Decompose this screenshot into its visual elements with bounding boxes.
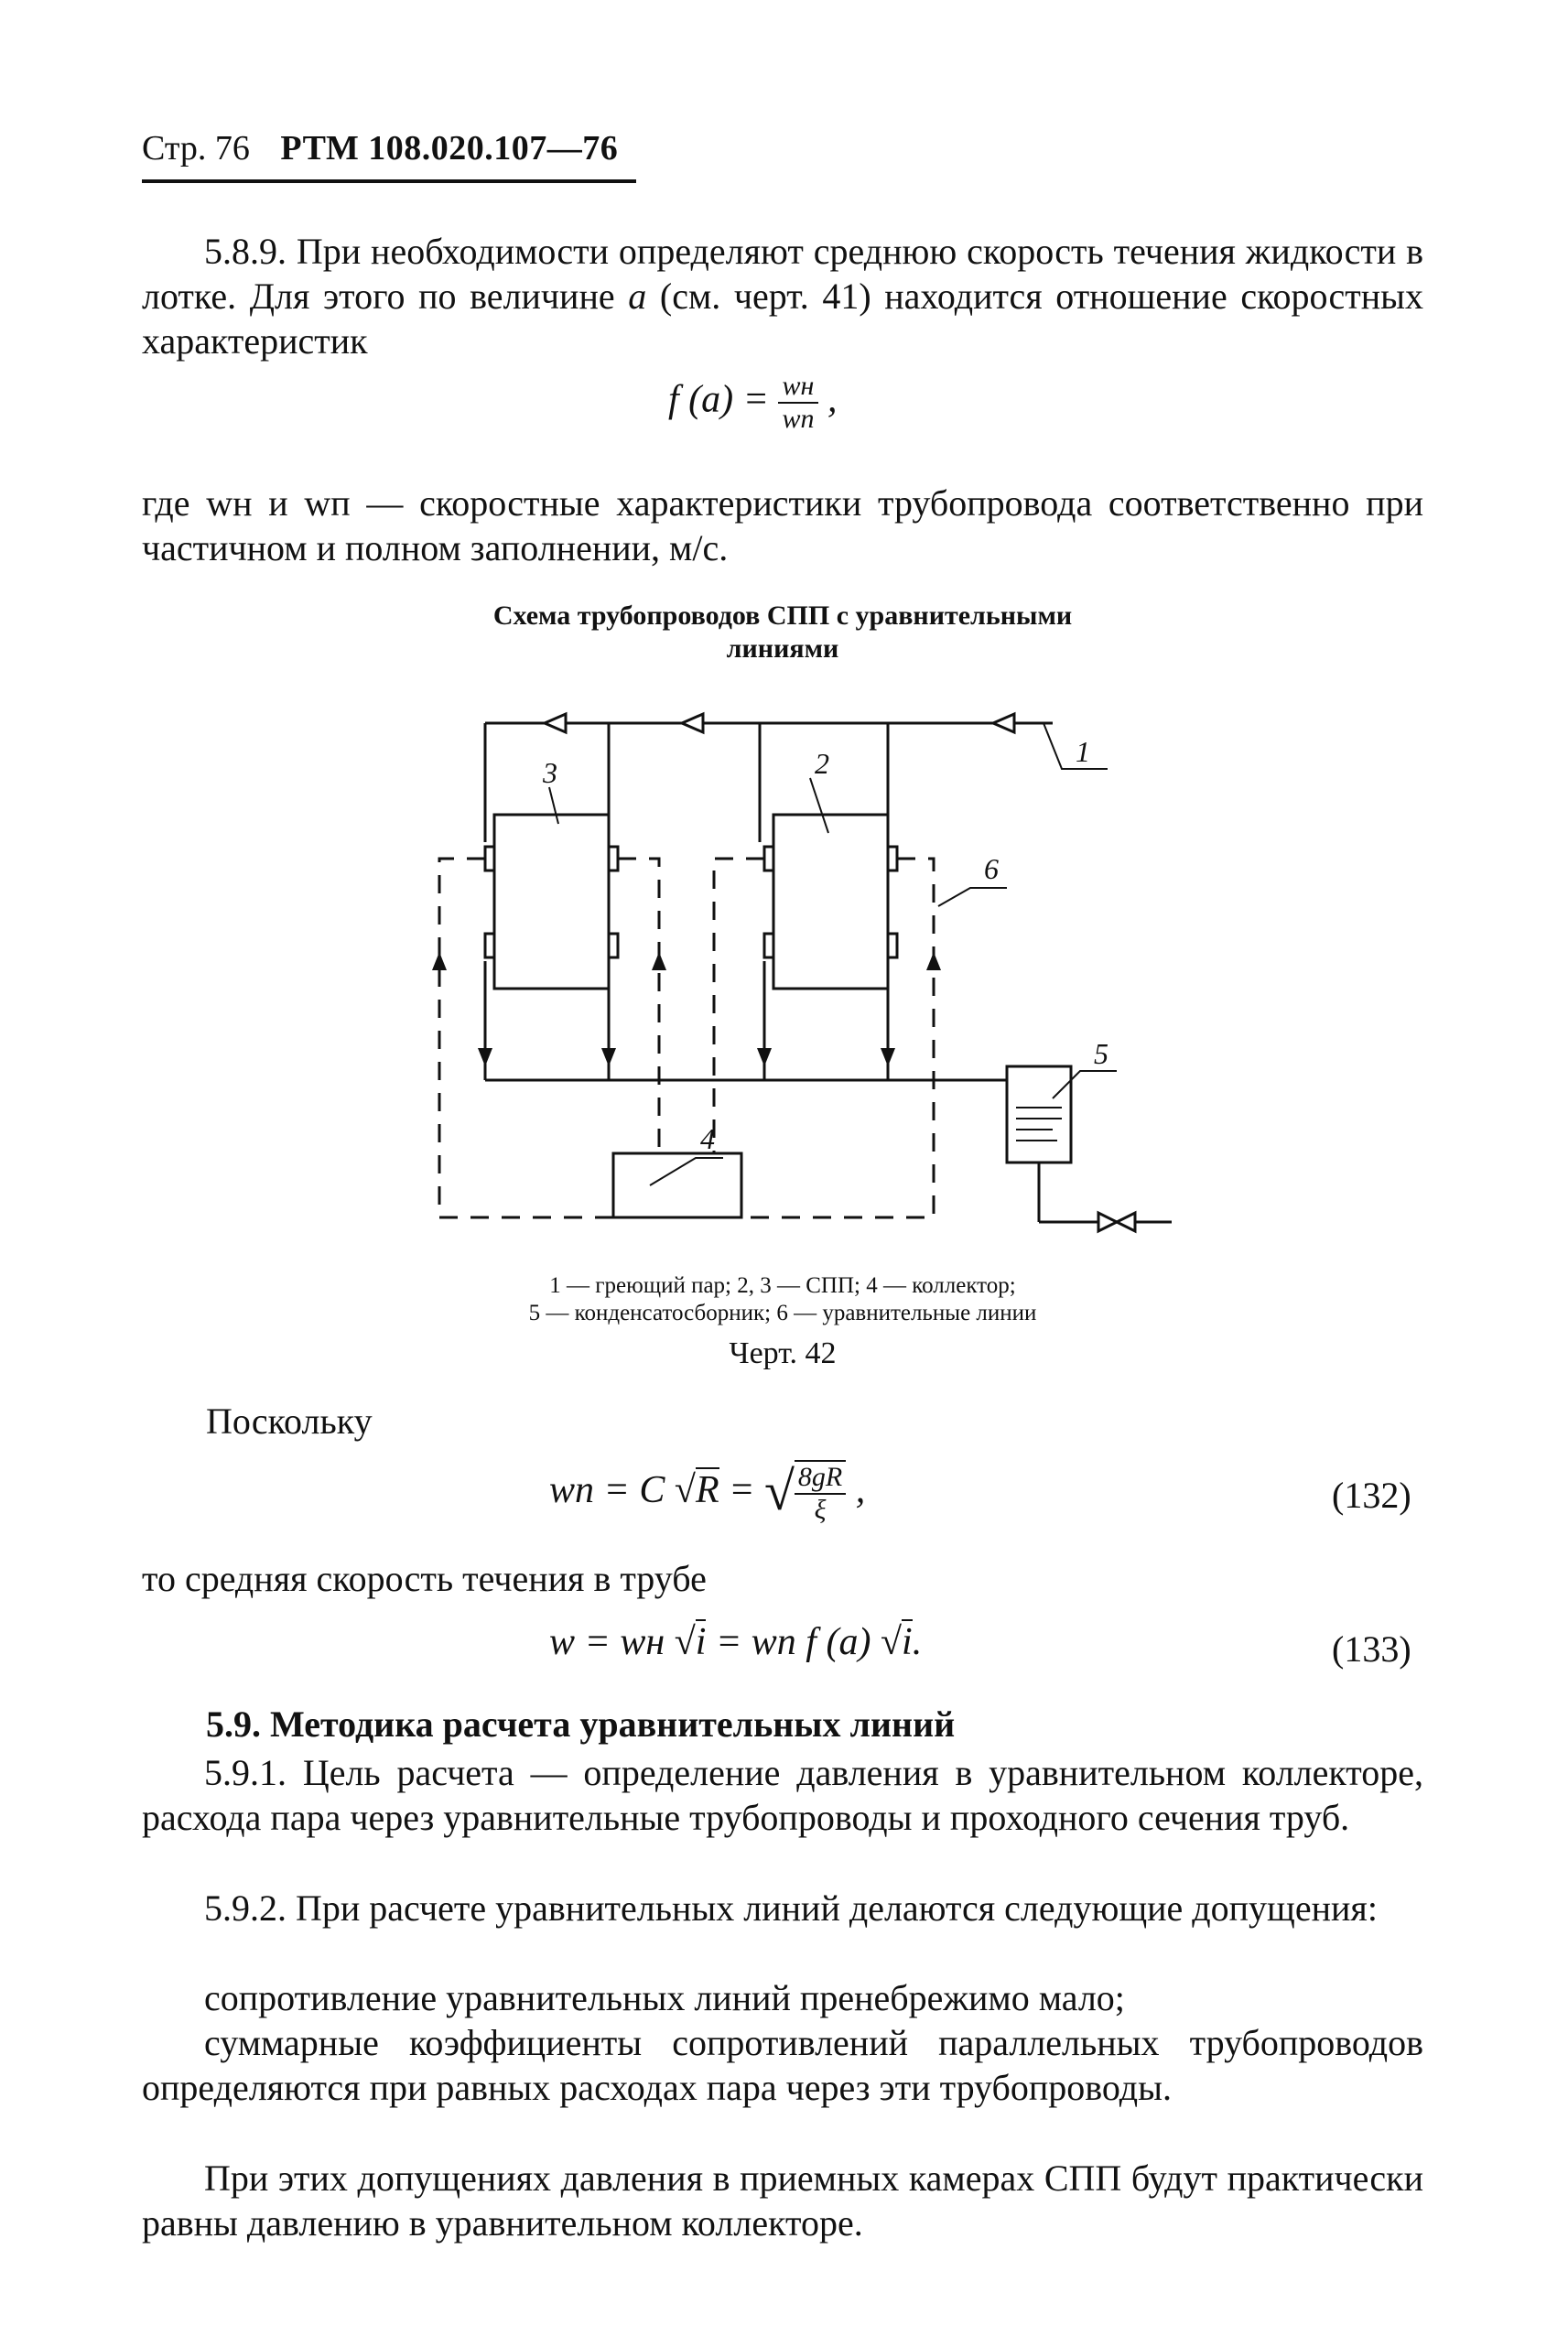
label-5: 5	[1094, 1037, 1108, 1070]
eq132-denominator: ξ	[814, 1495, 827, 1526]
page-number: Стр. 76	[142, 129, 250, 168]
section-5-9-title: 5.9. Методика расчета уравнительных линий	[206, 1703, 956, 1745]
eq133-tail: .	[912, 1621, 923, 1663]
eq133-sqrt-i: i	[695, 1621, 707, 1663]
fraction-denominator: wп	[782, 404, 815, 434]
arrow-icon	[993, 714, 1014, 732]
label-3: 3	[543, 756, 557, 789]
legend-line1: 1 — греющий пар; 2, 3 — СПП; 4 — коллектор;	[549, 1273, 1016, 1298]
eq132-lhs: wп = C	[549, 1469, 665, 1511]
header-rule	[142, 179, 636, 183]
equalizing-collector	[613, 1153, 741, 1217]
leader-6	[938, 888, 1007, 906]
where-paragraph	[142, 481, 1423, 570]
label-1: 1	[1076, 735, 1090, 768]
label-6: 6	[984, 852, 999, 885]
equation-132: wп = C √R = √ $\frac{8gR}{\xi}$ ,	[549, 1461, 866, 1526]
fraction-numerator: wн	[778, 371, 817, 404]
assumption-2: суммарные коэффициенты сопротивлений параллельных трубопроводов определяются при равных расходах пара через эти трубопроводы.	[142, 2022, 1423, 2108]
arrow-icon	[545, 714, 566, 732]
paragraph-5-9-2: 5.9.2. При расчете уравнительных линий делаются следующие допущения:	[204, 1887, 1378, 1929]
arrow-up-icon	[432, 952, 447, 970]
arrow-up-icon	[652, 952, 666, 970]
formula-fa	[668, 371, 838, 435]
eq133-part2: = wп f (a)	[715, 1621, 871, 1663]
legend-line2: 5 — конденсатосборник; 6 — уравнительные линии	[528, 1301, 1037, 1325]
arrow-down-icon	[601, 1048, 616, 1066]
eq132-mid: =	[729, 1469, 755, 1511]
formula-tail: ,	[827, 378, 838, 421]
condensate-collector	[1007, 1066, 1071, 1162]
label-2: 2	[815, 747, 829, 780]
spp-unit-2	[773, 815, 888, 989]
variable-a: a	[628, 276, 647, 317]
poskolku-text: Поскольку	[206, 1400, 373, 1442]
figure-title	[325, 600, 1240, 665]
arrow-down-icon	[478, 1048, 492, 1066]
figure-title-line2: линиями	[726, 633, 839, 664]
equation-133: w = wн √i = wп f (a) √i.	[549, 1621, 923, 1663]
figure-number: Черт. 42	[729, 1336, 837, 1370]
mean-velocity-text: то средняя скорость течения в трубе	[142, 1558, 707, 1599]
paragraph-5-9-1: 5.9.1. Цель расчета — определение давления в уравнительном коллекторе, расхода пара через уравнительные трубопроводы и проходного сечения труб.	[142, 1752, 1423, 1838]
equation-number-132: (132)	[1332, 1475, 1411, 1516]
eq133-part1: w = wн	[549, 1621, 665, 1663]
figure-title-line1: Схема трубопроводов СПП с уравнительными	[492, 600, 1073, 631]
arrow-up-icon	[926, 952, 941, 970]
spp-unit-3	[494, 815, 609, 989]
pipeline-diagram	[421, 696, 1190, 1245]
fraction	[778, 371, 817, 435]
formula-lhs: f (a) =	[668, 378, 769, 421]
figure-legend	[302, 1272, 1263, 1327]
assumption-1: сопротивление уравнительных линий пренебрежимо мало;	[204, 1977, 1125, 2018]
label-4: 4	[700, 1122, 715, 1155]
paragraph-5-8-9	[142, 229, 1423, 363]
eq132-fraction	[795, 1460, 846, 1526]
eq132-tail: ,	[855, 1469, 866, 1511]
eq132-sqrt-r: R	[695, 1469, 719, 1511]
document-code: РТМ 108.020.107—76	[280, 129, 619, 168]
equation-number-133: (133)	[1332, 1628, 1411, 1670]
arrow-down-icon	[881, 1048, 895, 1066]
paragraph-text-rest: (см. черт. 41) находится отношение скоростных характеристик	[142, 276, 1423, 362]
eq132-numerator: 8gR	[795, 1462, 846, 1495]
paragraph-text: 5.8.9. При необходимости определяют среднюю скорость течения жидкости в лотке. Для этого по величине	[142, 231, 1423, 317]
arrow-down-icon	[757, 1048, 772, 1066]
where-text: где wн и wп — скоростные характеристики трубопровода соответственно при частичном и полном заполнении, м/с.	[142, 482, 1423, 568]
eq133-sqrt-i-2: i	[902, 1621, 913, 1663]
paragraph-conclusion: При этих допущениях давления в приемных камерах СПП будут практически равны давлению в уравнительном коллекторе.	[142, 2157, 1423, 2244]
page-header	[142, 128, 618, 168]
arrow-icon	[682, 714, 703, 732]
